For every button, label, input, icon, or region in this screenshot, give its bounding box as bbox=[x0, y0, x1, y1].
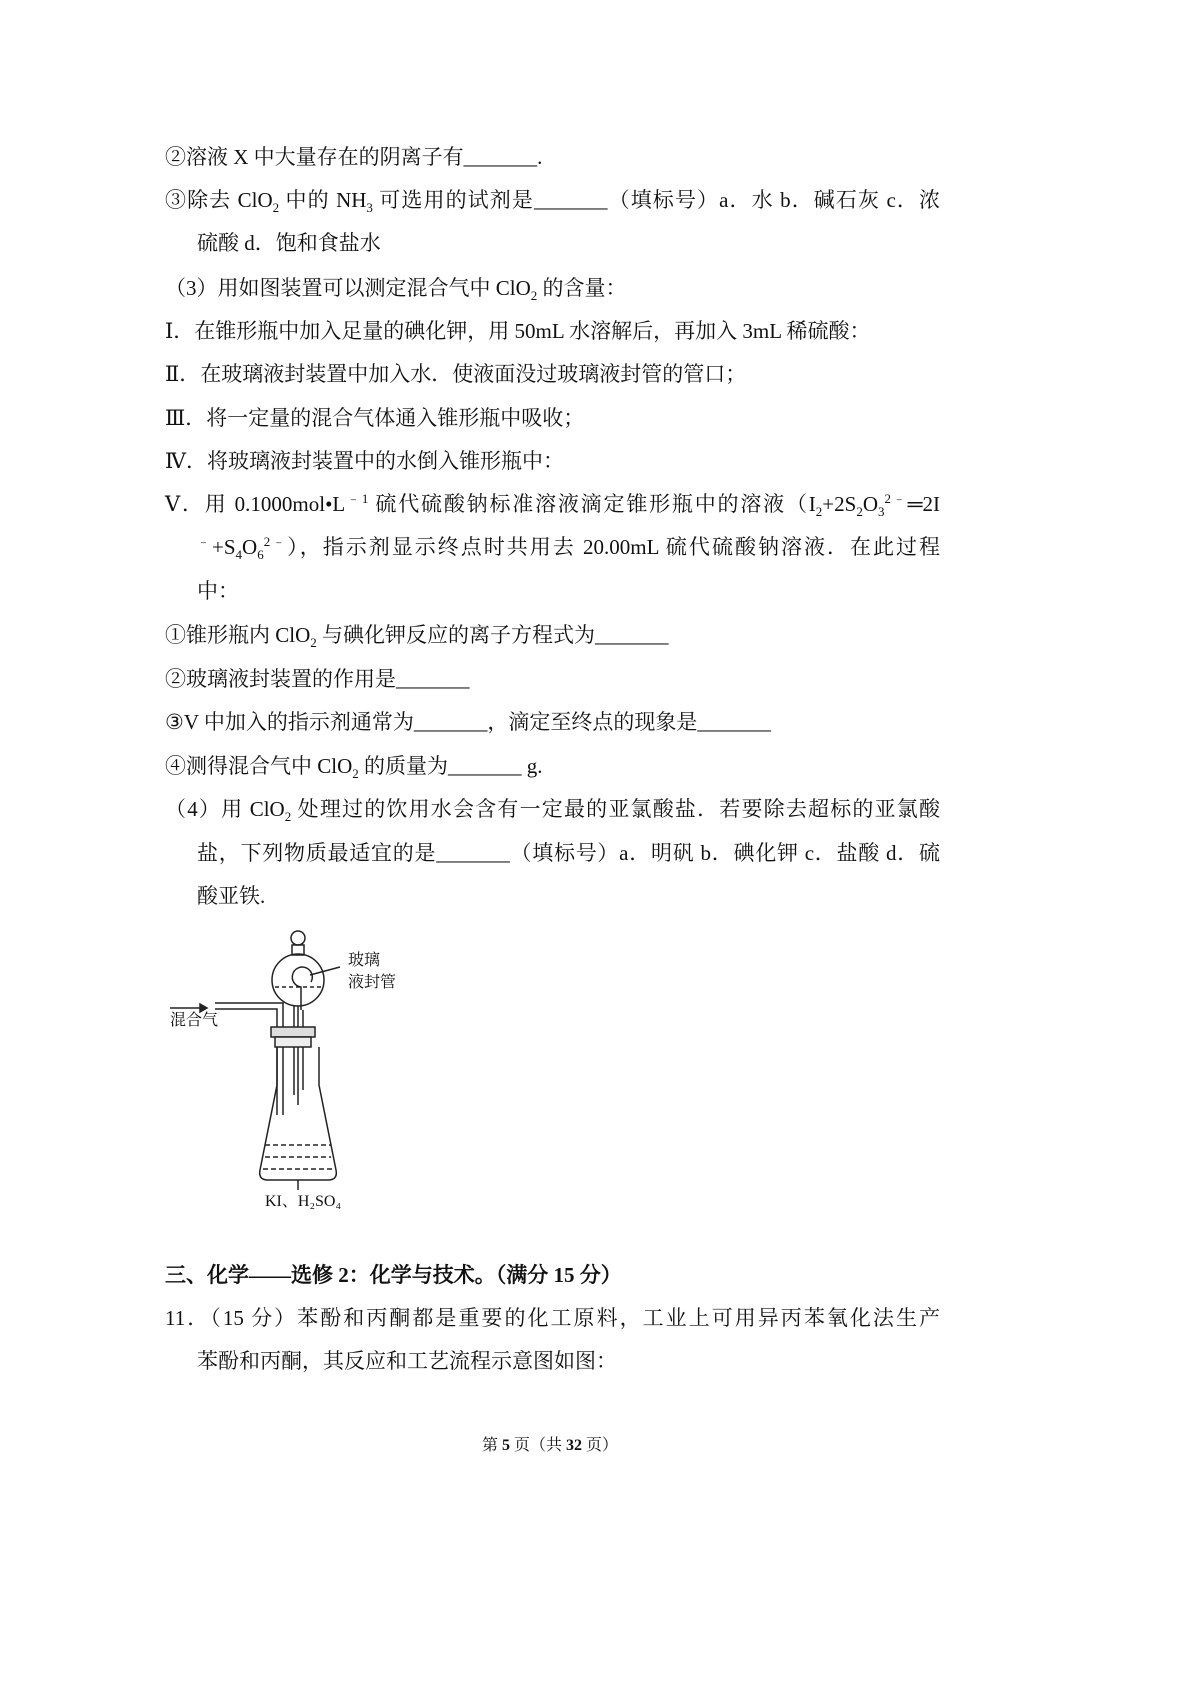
text-segment: 的含量： bbox=[537, 276, 627, 300]
text-segment: 3 bbox=[877, 504, 885, 520]
text-segment: O bbox=[242, 535, 258, 559]
text-segment: 与碘化钾反应的离子方程式为_______ bbox=[316, 623, 669, 647]
footer-text: 第 bbox=[481, 1437, 502, 1454]
text-segment: 2 bbox=[272, 200, 280, 216]
text-line bbox=[165, 665, 940, 693]
text-line bbox=[165, 490, 940, 518]
text-segment: +2S bbox=[822, 492, 857, 516]
text-line bbox=[197, 1347, 940, 1375]
page-number: 5 bbox=[501, 1437, 510, 1454]
text-segment: 三、化学——选修 2：化学与技术。（满分 15 分） bbox=[165, 1263, 622, 1287]
text-line bbox=[165, 708, 940, 736]
text-segment: O bbox=[862, 492, 878, 516]
text-line bbox=[197, 229, 940, 257]
text-segment: ﹣1 bbox=[345, 491, 369, 506]
page-footer bbox=[0, 1432, 1100, 1455]
text-line bbox=[165, 274, 940, 302]
text-line bbox=[165, 404, 940, 432]
text-segment: ③除去 ClO bbox=[165, 188, 273, 212]
text-line bbox=[197, 882, 940, 910]
text-line bbox=[165, 186, 940, 214]
text-segment: Ⅴ．用 0.1000mol•L bbox=[165, 492, 346, 516]
text-segment: （4）用 ClO bbox=[165, 797, 285, 821]
text-segment: Ⅱ．在玻璃液封装置中加入水．使液面没过玻璃液封管的管口； bbox=[165, 362, 747, 386]
text-segment: 2﹣ bbox=[884, 491, 908, 506]
text-segment: 中的 NH bbox=[279, 188, 367, 212]
text-segment: 苯酚和丙酮，其反应和工艺流程示意图如图： bbox=[197, 1349, 617, 1373]
text-line bbox=[165, 1304, 940, 1332]
text-segment: ﹣ bbox=[197, 534, 213, 549]
label-glass-seal-tube-line1: 玻璃 bbox=[348, 950, 381, 969]
footer-text: 页） bbox=[582, 1437, 619, 1454]
text-segment: ②溶液 X 中大量存在的阴离子有_______. bbox=[165, 145, 543, 169]
text-line bbox=[197, 577, 940, 605]
text-line bbox=[165, 317, 940, 345]
text-segment: 盐，下列物质最适宜的是_______（填标号）a．明矾 b．碘化钾 c．盐酸 d．硫 bbox=[197, 841, 940, 865]
label-glass-seal-tube-line2: 液封管 bbox=[348, 972, 397, 991]
text-segment: ③V 中加入的指示剂通常为_______，滴定至终点的现象是_______ bbox=[165, 710, 771, 734]
text-segment: 2 bbox=[856, 504, 863, 520]
text-segment: 3 bbox=[366, 200, 373, 216]
text-segment: 中： bbox=[197, 579, 239, 603]
text-segment: 2﹣ bbox=[263, 534, 288, 549]
text-segment: 可选用的试剂是_______（填标号）a．水 b．碱石灰 c．浓 bbox=[372, 188, 940, 212]
text-line bbox=[165, 795, 940, 823]
text-segment: 2 bbox=[815, 504, 823, 520]
text-segment: 的质量为_______ g. bbox=[358, 754, 543, 778]
text-segment: Ⅲ．将一定量的混合气体通入锥形瓶中吸收； bbox=[165, 406, 585, 430]
section-heading bbox=[165, 1261, 940, 1289]
text-segment: ═2I bbox=[907, 492, 940, 516]
text-segment: ④测得混合气中 ClO bbox=[165, 754, 353, 778]
text-segment: 硫酸 d．饱和食盐水 bbox=[197, 231, 381, 255]
text-line bbox=[197, 533, 940, 561]
text-segment: 6 bbox=[257, 547, 264, 563]
footer-text: 页（共 bbox=[509, 1437, 566, 1454]
text-segment: 2 bbox=[284, 809, 292, 825]
text-segment: ①锥形瓶内 ClO bbox=[165, 623, 311, 647]
text-segment: ②玻璃液封装置的作用是_______ bbox=[165, 667, 470, 691]
text-line bbox=[165, 143, 940, 171]
text-segment: +S bbox=[212, 535, 236, 559]
text-line bbox=[197, 839, 940, 867]
text-line bbox=[165, 447, 940, 475]
text-line bbox=[165, 360, 940, 388]
apparatus-figure bbox=[165, 925, 425, 1215]
text-segment: 酸亚铁. bbox=[197, 884, 266, 908]
text-segment: 2 bbox=[530, 288, 538, 304]
text-segment: Ⅳ．将玻璃液封装置中的水倒入锥形瓶中： bbox=[165, 449, 564, 473]
text-line bbox=[165, 621, 940, 649]
text-segment: 2 bbox=[352, 766, 359, 782]
label-ki-h2so4: KI、H₂SO₄ bbox=[265, 1193, 342, 1210]
text-line bbox=[165, 752, 940, 780]
text-segment: 2 bbox=[310, 635, 317, 651]
text-segment: 4 bbox=[235, 547, 243, 563]
text-segment: （3）用如图装置可以测定混合气中 ClO bbox=[165, 276, 531, 300]
text-segment: 处理过的饮用水会含有一定最的亚氯酸盐．若要除去超标的亚氯酸 bbox=[291, 797, 940, 821]
text-segment: 硫代硫酸钠标准溶液滴定锥形瓶中的溶液（I bbox=[368, 492, 816, 516]
text-segment: ），指示剂显示终点时共用去 20.00mL 硫代硫酸钠溶液．在此过程 bbox=[287, 535, 940, 559]
text-segment: 11．（15 分）苯酚和丙酮都是重要的化工原料，工业上可用异丙苯氧化法生产 bbox=[165, 1306, 940, 1330]
label-mixed-gas: 混合气 bbox=[170, 1010, 219, 1029]
text-segment: Ⅰ．在锥形瓶中加入足量的碘化钾，用 50mL 水溶解后，再加入 3mL 稀硫酸： bbox=[165, 319, 871, 343]
total-pages: 32 bbox=[566, 1437, 582, 1454]
